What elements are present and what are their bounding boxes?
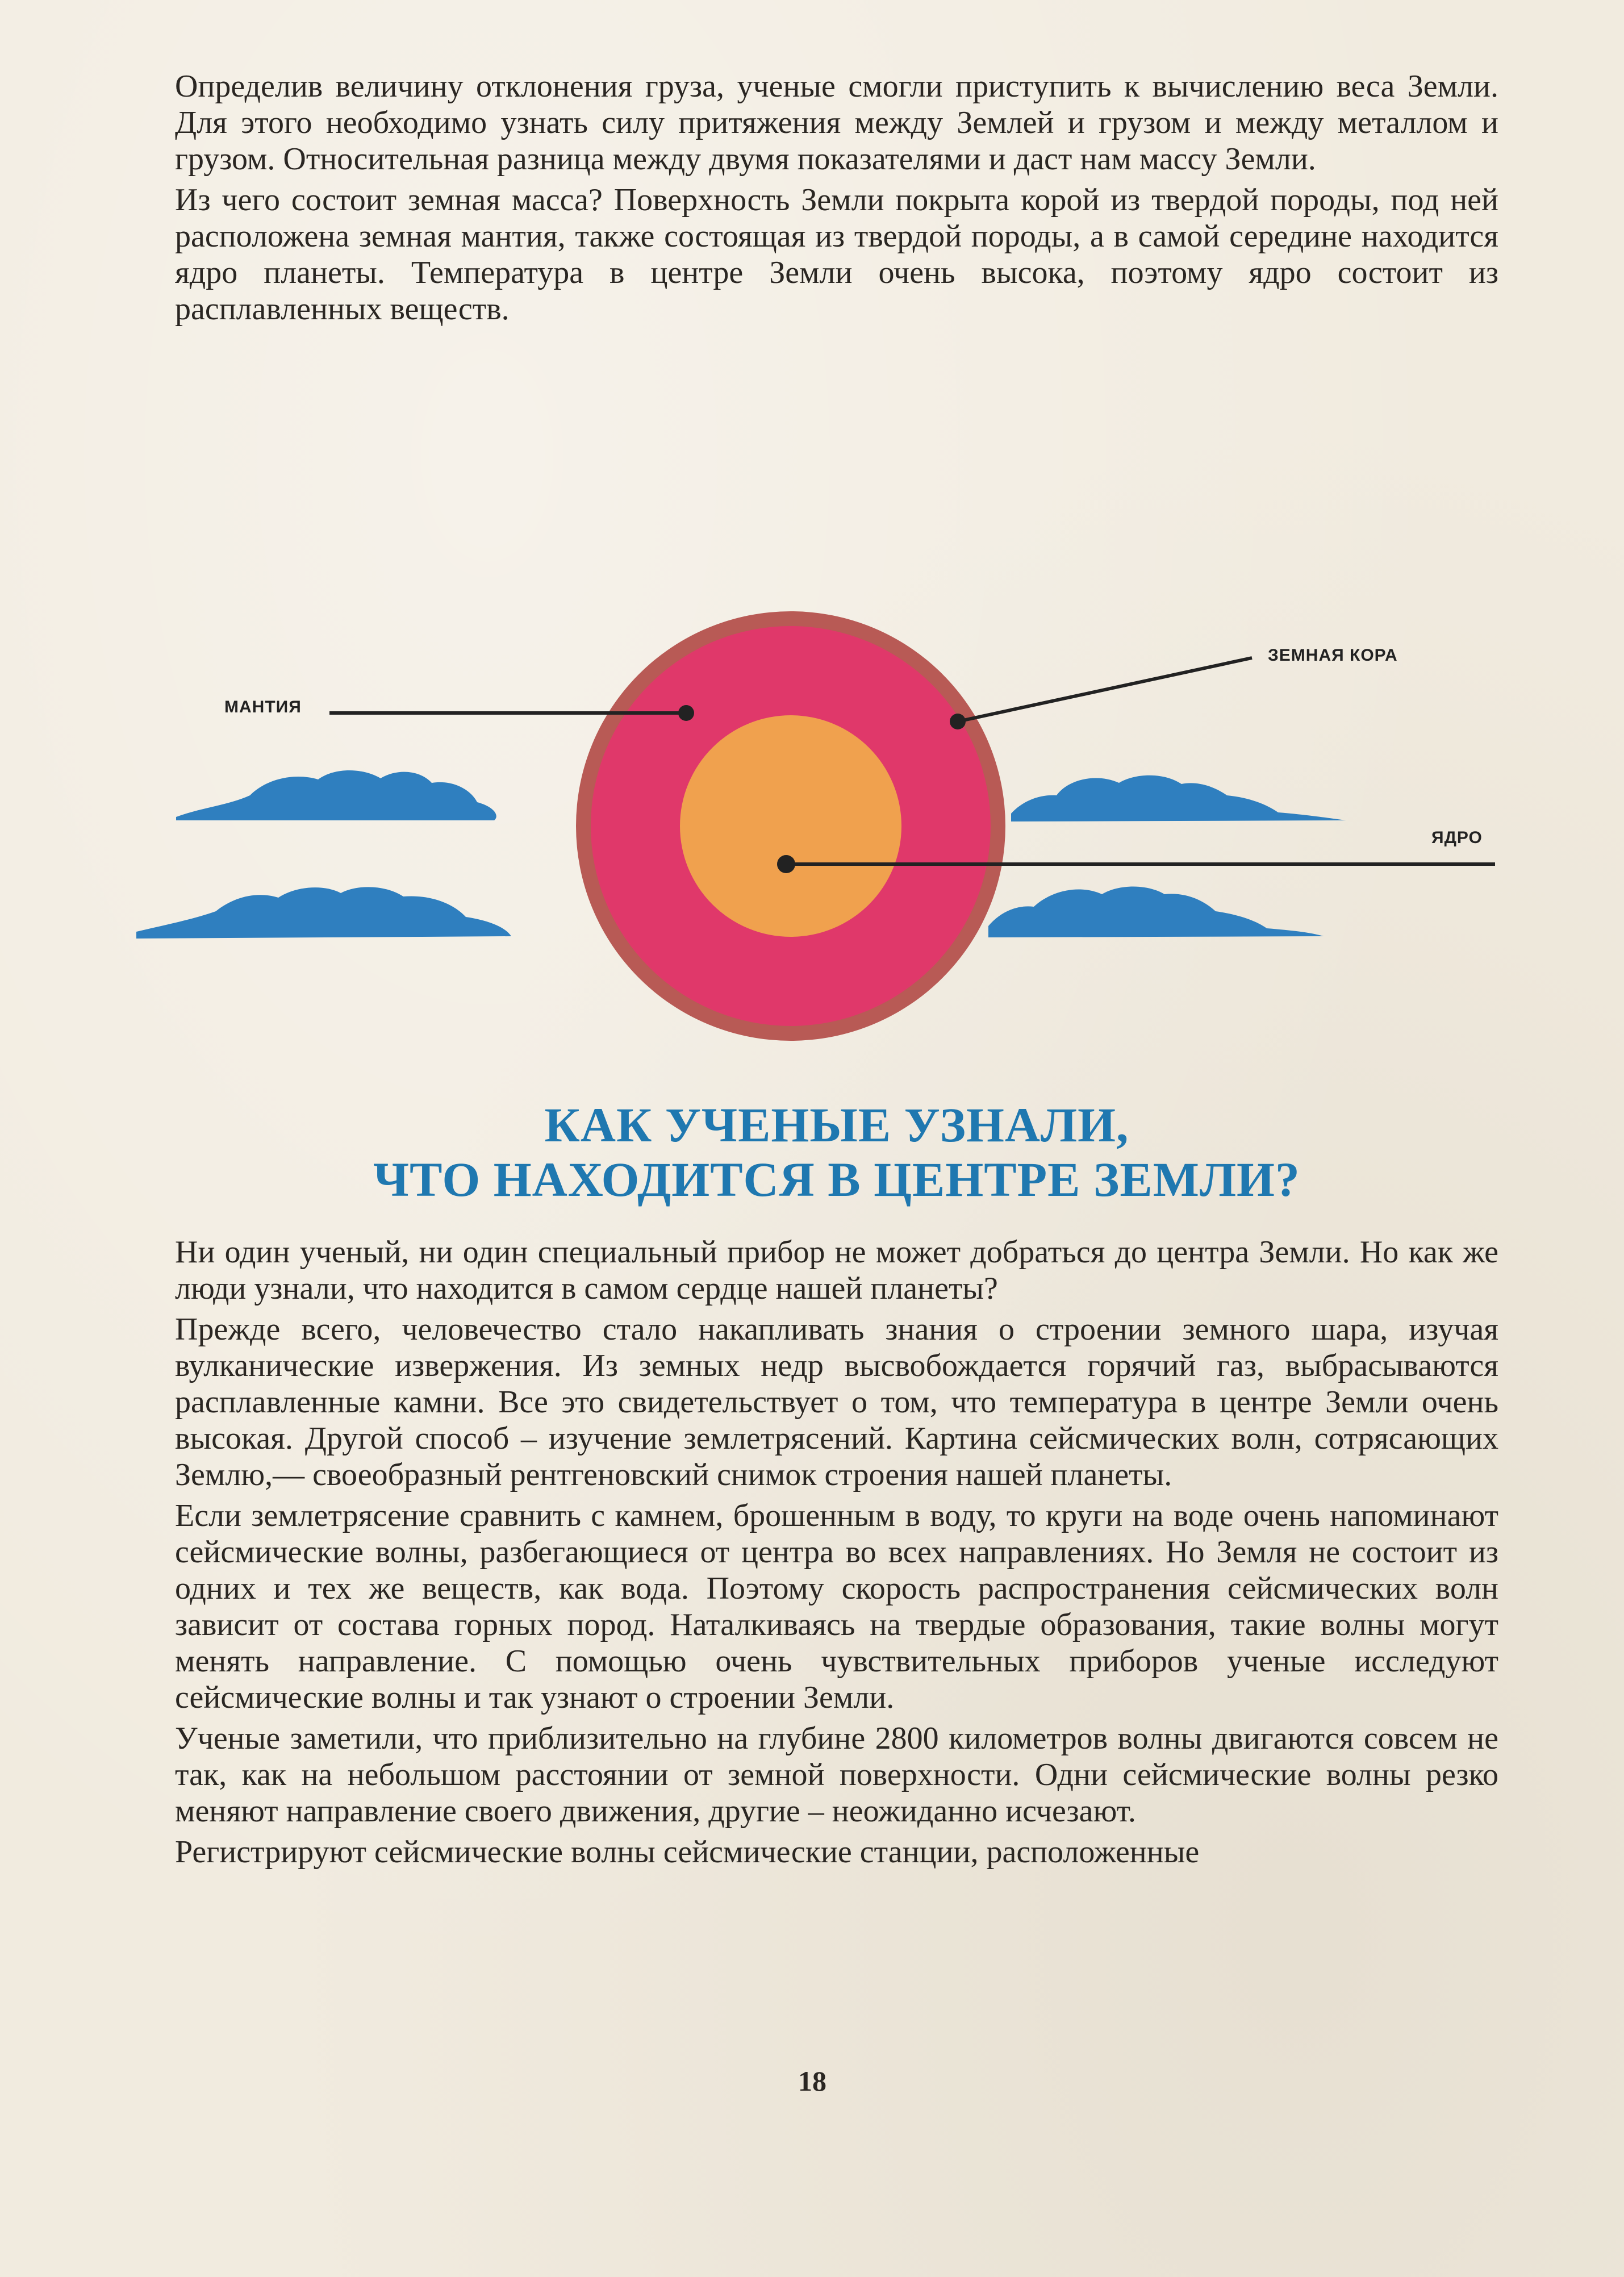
paragraph: Из чего состоит земная масса? Поверхность Земли покрыта корой из твердой породы, под ней расположена земная мантия, также состоящая из твердой породы, а в самой середине находится ядро планеты. Температура в центре Земли очень высока, поэтому ядро состоит из расплавленных веществ.: [175, 182, 1498, 327]
page-number: 18: [798, 2065, 826, 2097]
mantle-marker: [678, 705, 694, 721]
section-heading: [175, 1098, 1498, 1207]
top-text-block: [175, 68, 1498, 327]
core-layer: [680, 715, 901, 937]
paragraph: Если землетрясение сравнить с камнем, брошенным в воду, то круги на воде очень напоминают сейсмические волны, разбегающиеся от центра во всех направлениях. Но Земля не состоит из одних и тех же веществ, как вода. Поэтому скорость распространения сейсмических волн зависит от состава горных пород. Наталкиваясь на твердые образования, такие волны могут менять направление. С помощью очень чувствительных приборов ученые исследуют сейсмические волны и так узнают о строении Земли.: [175, 1498, 1498, 1715]
paragraph: Прежде всего, человечество стало накапливать знания о строении земного шара, изучая вулканические извержения. Из земных недр высвобождается горячий газ, выбрасываются расплавленные камни. Все это свидетельствует о том, что температура в центре Земли очень высокая. Другой способ – изучение землетрясений. Картина сейсмических волн, сотрясающих Землю,— своеобразный рентгеновский снимок строения нашей планеты.: [175, 1312, 1498, 1492]
mantle-label: МАНТИЯ: [224, 698, 302, 716]
paragraph: Ни один ученый, ни один специальный прибор не может добраться до центра Земли. Но как же люди узнали, что находится в самом сердце нашей планеты?: [175, 1235, 1498, 1306]
cloud-icon: [176, 770, 496, 820]
crust-leader-line: [958, 658, 1252, 722]
crust-marker: [950, 714, 966, 729]
paragraph: Ученые заметили, что приблизительно на глубине 2800 километров волны двигаются совсем не так, как на небольшом расстоянии от земной поверхности. Одни сейсмические волны резко меняют направление своего движения, другие – неожиданно исчезают.: [175, 1721, 1498, 1829]
cloud-icon: [988, 887, 1324, 938]
cloud-icon: [136, 887, 511, 939]
earth-structure-diagram: [0, 568, 1624, 1079]
core-marker: [777, 855, 795, 873]
heading-line: КАК УЧЕНЫЕ УЗНАЛИ,: [544, 1098, 1129, 1152]
core-label: ЯДРО: [1431, 828, 1483, 847]
paragraph: Регистрируют сейсмические волны сейсмические станции, расположенные: [175, 1834, 1200, 1870]
heading-line: ЧТО НАХОДИТСЯ В ЦЕНТРЕ ЗЕМЛИ?: [373, 1152, 1300, 1207]
paragraph: Определив величину отклонения груза, ученые смогли приступить к вычислению веса Земли. Для этого необходимо узнать силу притяжения между Землей и грузом и между металлом и грузом. Относительная разница между двумя показателями и даст нам массу Земли.: [175, 69, 1498, 177]
cloud-icon: [1011, 775, 1346, 821]
bottom-text-block: [175, 1234, 1498, 1870]
crust-label: ЗЕМНАЯ КОРА: [1268, 646, 1398, 665]
